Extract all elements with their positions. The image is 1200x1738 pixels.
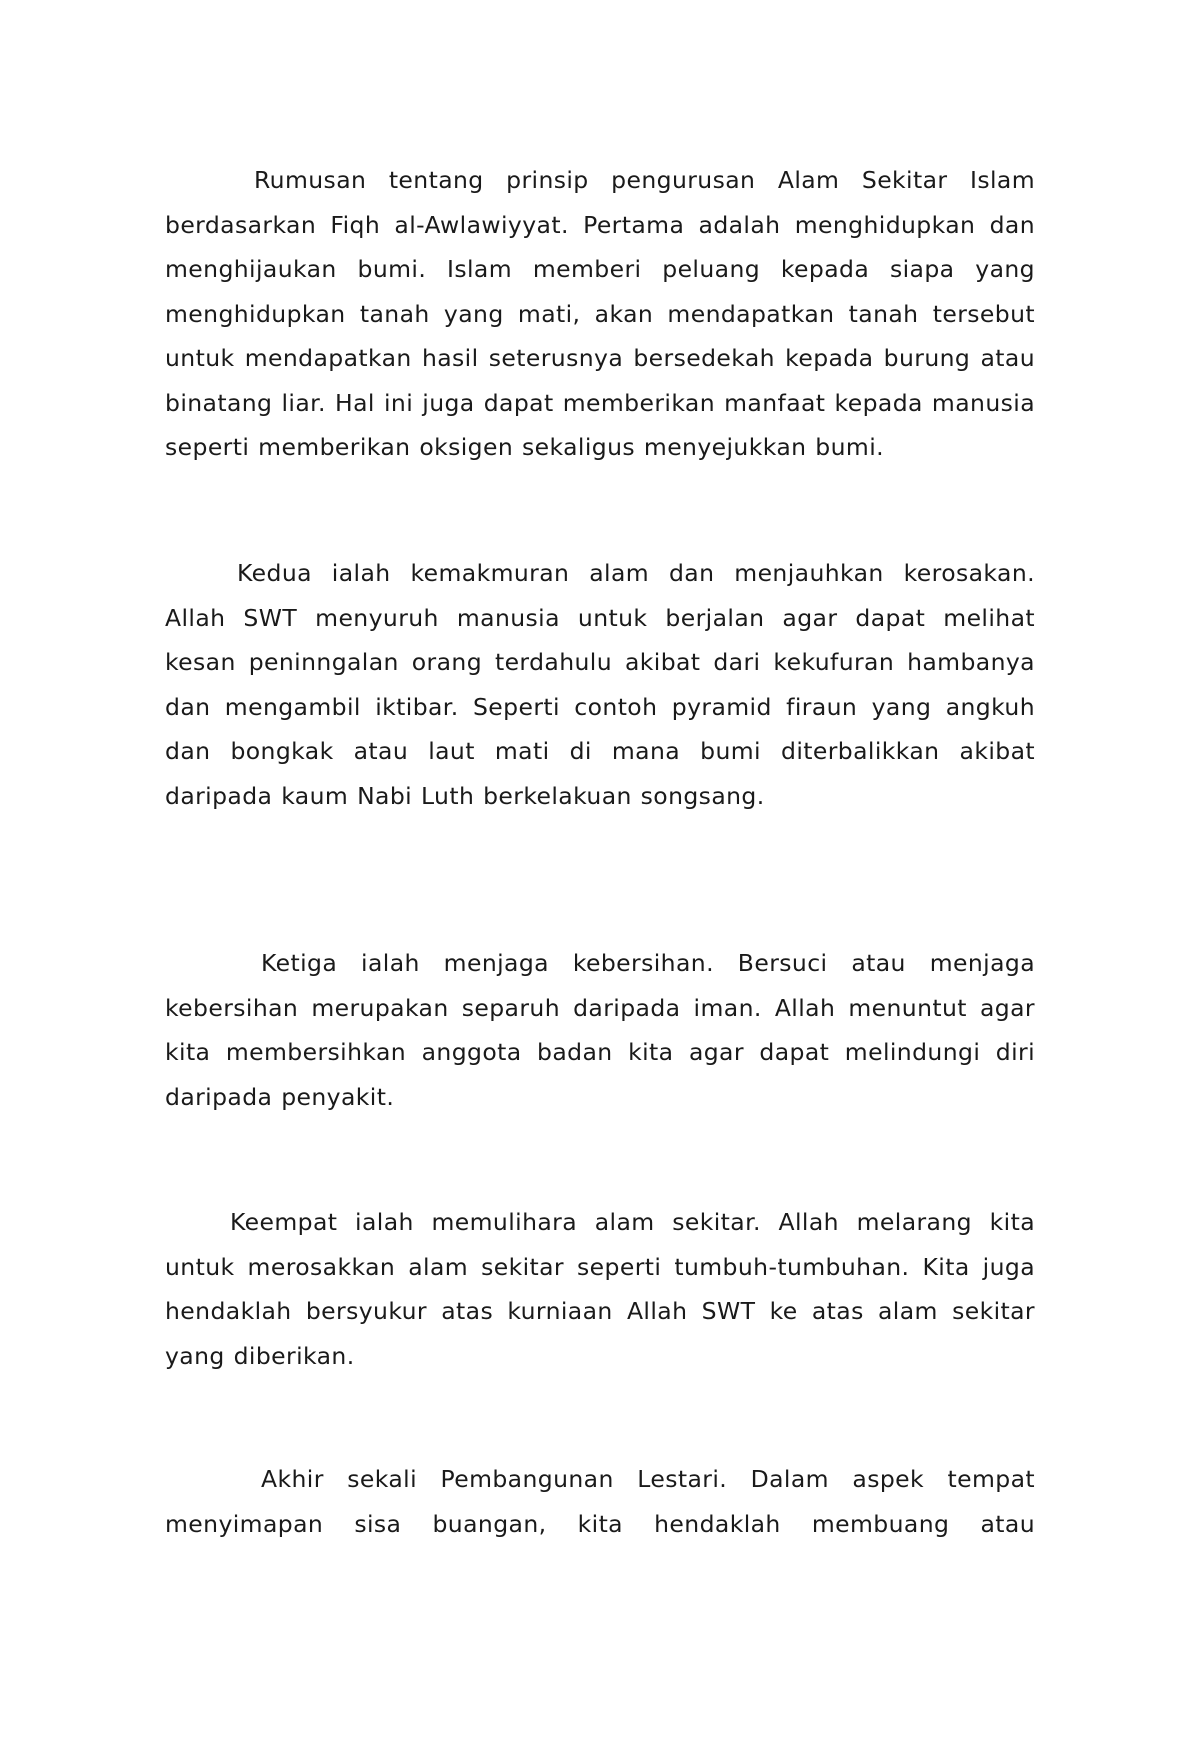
paragraph-akhir-sekali: Akhir sekali Pembangunan Lestari. Dalam aspek tempat menyimapan sisa buangan, kita hendaklah membuang atau [165, 1465, 1035, 1538]
paragraph-ketiga: Ketiga ialah menjaga kebersihan. Bersuci atau menjaga kebersihan merupakan separuh daripada iman. Allah menuntut agar kita membersihkan anggota badan kita agar dapat melindungi diri daripada penyakit. [165, 949, 1035, 1111]
paragraph-fiqh-awlawiyyat-intro: Rumusan tentang prinsip pengurusan Alam Sekitar Islam berdasarkan Fiqh al-Awlawiyyat. Pertama adalah menghidupkan dan menghijaukan bumi. Islam memberi peluang kepada siapa yang menghidupkan tanah yang mati, akan mendapatkan tanah tersebut untuk mendapatkan hasil seterusnya bersedekah kepada burung atau binatang liar. Hal ini juga dapat memberikan manfaat kepada manusia seperti memberikan oksigen sekaligus menyejukkan bumi. [165, 166, 1035, 461]
paragraph-kedua: Kedua ialah kemakmuran alam dan menjauhkan kerosakan. Allah SWT menyuruh manusia untuk berjalan agar dapat melihat kesan peninngalan orang terdahulu akibat dari kekufuran hambanya dan mengambil iktibar. Seperti contoh pyramid firaun yang angkuh dan bongkak atau laut mati di mana bumi diterbalikkan akibat daripada kaum Nabi Luth berkelakuan songsang. [165, 559, 1035, 810]
paragraph-keempat: Keempat ialah memulihara alam sekitar. Allah melarang kita untuk merosakkan alam sekitar seperti tumbuh-tumbuhan. Kita juga hendaklah bersyukur atas kurniaan Allah SWT ke atas alam sekitar yang diberikan. [165, 1208, 1035, 1370]
